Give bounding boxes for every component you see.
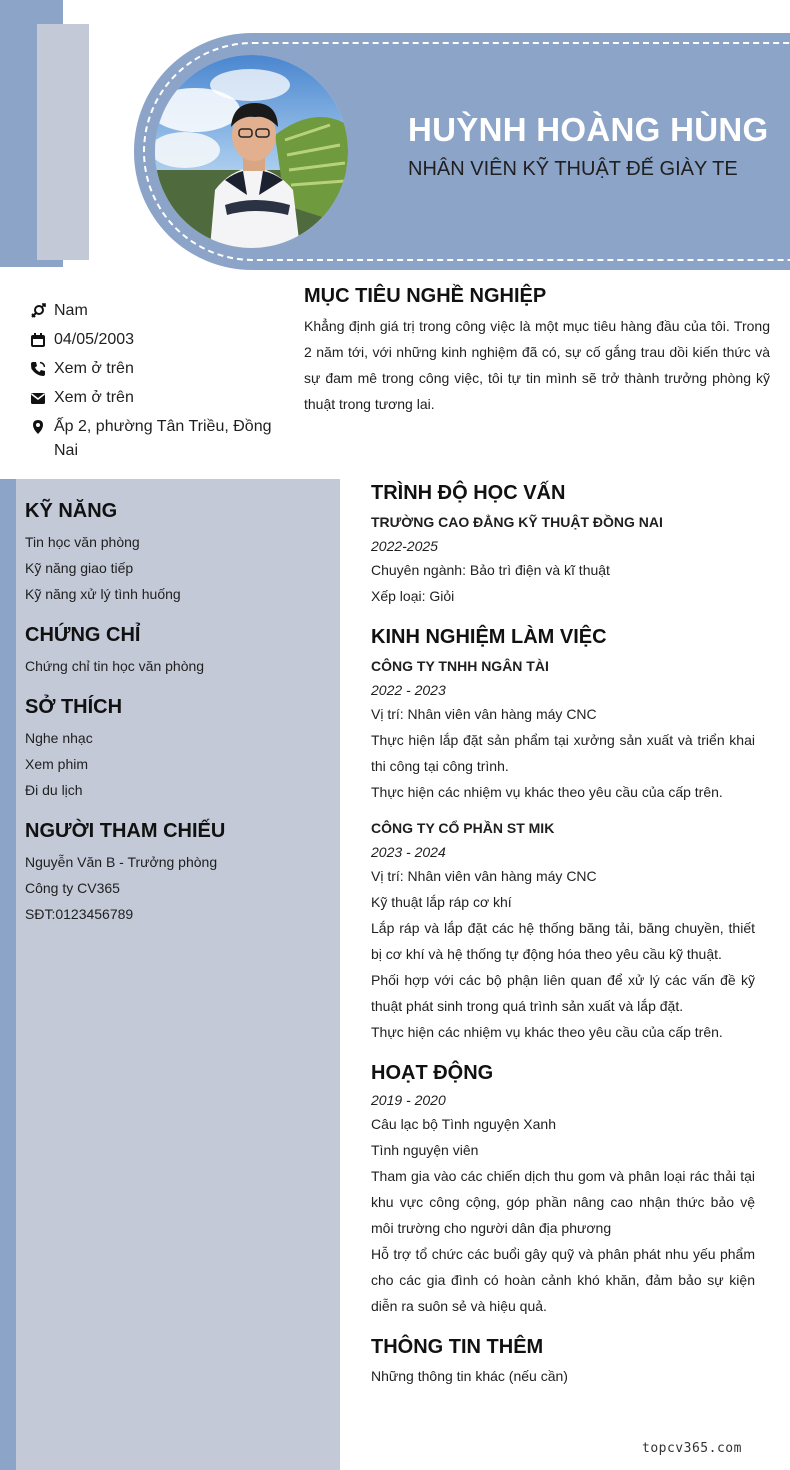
skill-item: Kỹ năng giao tiếp (25, 560, 134, 576)
contact-birthday (28, 328, 278, 352)
avatar (155, 55, 348, 248)
job-line: Vị trí: Nhân viên vân hàng máy CNC (371, 706, 597, 722)
job-period: 2023 - 2024 (371, 844, 446, 860)
experience-entry (371, 653, 755, 805)
skills-section (25, 497, 331, 607)
certificates-section (25, 621, 331, 679)
contact-email (28, 386, 278, 410)
certificates-title: CHỨNG CHỈ (25, 624, 141, 646)
hobby-item: Nghe nhạc (25, 730, 93, 746)
gender-icon (28, 299, 48, 323)
activity-line: Tình nguyện viên (371, 1142, 479, 1158)
job-title: NHÂN VIÊN KỸ THUẬT ĐẾ GIÀY TE (408, 158, 738, 180)
contact-info (28, 299, 278, 468)
career-objective-text: Khẳng định giá trị trong công việc là một mục tiêu hàng đầu của tôi. Trong 2 năm tới, với những kinh nghiệm đã có, sự cố gắng trau dồi kiến thức và sự đam mê trong công việc, tôi tự tin mình sẽ trở thành trưởng phòng kỹ thuật trong tương lai. (304, 318, 770, 412)
job-line: Thực hiện lắp đặt sản phẩm tại xưởng sản xuất và triển khai thi công tại công trình. (371, 732, 755, 774)
job-line: Vị trí: Nhân viên vân hàng máy CNC (371, 868, 597, 884)
school-name: TRƯỜNG CAO ĐẲNG KỸ THUẬT ĐỒNG NAI (371, 514, 663, 530)
header-left-inner-panel (37, 24, 89, 260)
sidebar (16, 479, 340, 1470)
hobby-item: Xem phim (25, 756, 89, 772)
contact-phone (28, 357, 278, 381)
reference-item: Nguyễn Văn B - Trưởng phòng (25, 854, 218, 870)
job-line: Thực hiện các nhiệm vụ khác theo yêu cầu của cấp trên. (371, 1024, 723, 1040)
job-period: 2022 - 2023 (371, 682, 446, 698)
footer-brand: topcv365.com (642, 1441, 742, 1456)
job-line: Lắp ráp và lắp đặt các hệ thống băng tải, băng chuyền, thiết bị cơ khí và hệ thống tự động hóa theo yêu cầu kỹ thuật. (371, 920, 755, 962)
job-line: Phối hợp với các bộ phận liên quan để xử lý các vấn đề kỹ thuật phát sinh trong quá trình sản xuất và lắp đặt. (371, 972, 755, 1014)
contact-address (28, 415, 278, 463)
skill-item: Tin học văn phòng (25, 534, 140, 550)
reference-item: Công ty CV365 (25, 880, 120, 896)
company-name: CÔNG TY TNHH NGÂN TÀI (371, 658, 549, 674)
main-column (371, 479, 755, 1403)
experience-section (371, 623, 755, 1045)
phone-value: Xem ở trên (54, 360, 134, 377)
activities-title: HOẠT ĐỘNG (371, 1062, 494, 1084)
location-icon (28, 415, 48, 439)
hobbies-title: SỞ THÍCH (25, 696, 123, 718)
references-section (25, 817, 331, 927)
email-value: Xem ở trên (54, 389, 134, 406)
education-title: TRÌNH ĐỘ HỌC VẤN (371, 482, 566, 504)
activity-line: Hỗ trợ tổ chức các buổi gây quỹ và phân phát nhu yếu phẩm cho các gia đình có hoàn cảnh khó khăn, đảm bảo sự kiện diễn ra suôn sẻ và hiệu quả. (371, 1246, 755, 1314)
education-section (371, 479, 755, 609)
career-objective-title: MỤC TIÊU NGHỀ NGHIỆP (304, 285, 547, 307)
activity-period: 2019 - 2020 (371, 1092, 446, 1108)
hobbies-section (25, 693, 331, 803)
experience-title: KINH NGHIỆM LÀM VIỆC (371, 626, 607, 648)
skill-item: Kỹ năng xử lý tình huống (25, 586, 181, 602)
education-line: Xếp loại: Giỏi (371, 588, 455, 604)
sidebar-accent-strip (0, 479, 16, 1470)
extra-info-title: THÔNG TIN THÊM (371, 1336, 544, 1358)
calendar-icon (28, 328, 48, 352)
education-line: Chuyên ngành: Bảo trì điện và kĩ thuật (371, 562, 610, 578)
activity-line: Câu lạc bộ Tình nguyện Xanh (371, 1116, 556, 1132)
address-value: Ấp 2, phường Tân Triều, Đồng Nai (54, 418, 272, 459)
activity-line: Tham gia vào các chiến dịch thu gom và phân loại rác thải tại khu vực công cộng, góp phần nâng cao nhận thức bảo vệ môi trường cho người dân địa phương (371, 1168, 755, 1236)
extra-info-section (371, 1333, 755, 1389)
candidate-name: HUỲNH HOÀNG HÙNG (408, 111, 769, 148)
avatar-photo (155, 55, 348, 248)
gender-value: Nam (54, 302, 88, 319)
company-name: CÔNG TY CỔ PHẦN ST MIK (371, 820, 555, 836)
phone-icon (28, 357, 48, 381)
job-line: Kỹ thuật lắp ráp cơ khí (371, 894, 512, 910)
reference-item: SĐT:0123456789 (25, 906, 134, 922)
birthday-value: 04/05/2003 (54, 331, 135, 348)
job-line: Thực hiện các nhiệm vụ khác theo yêu cầu của cấp trên. (371, 784, 723, 800)
certificate-item: Chứng chỉ tin học văn phòng (25, 658, 205, 674)
education-period: 2022-2025 (371, 538, 438, 554)
experience-entry (371, 815, 755, 1045)
extra-info-text: Những thông tin khác (nếu cần) (371, 1368, 568, 1384)
hobby-item: Đi du lịch (25, 782, 83, 798)
skills-title: KỸ NĂNG (25, 500, 118, 522)
references-title: NGƯỜI THAM CHIẾU (25, 820, 226, 842)
career-objective-section (304, 282, 770, 417)
contact-gender (28, 299, 278, 323)
mail-icon (28, 386, 48, 410)
activities-section (371, 1059, 755, 1319)
